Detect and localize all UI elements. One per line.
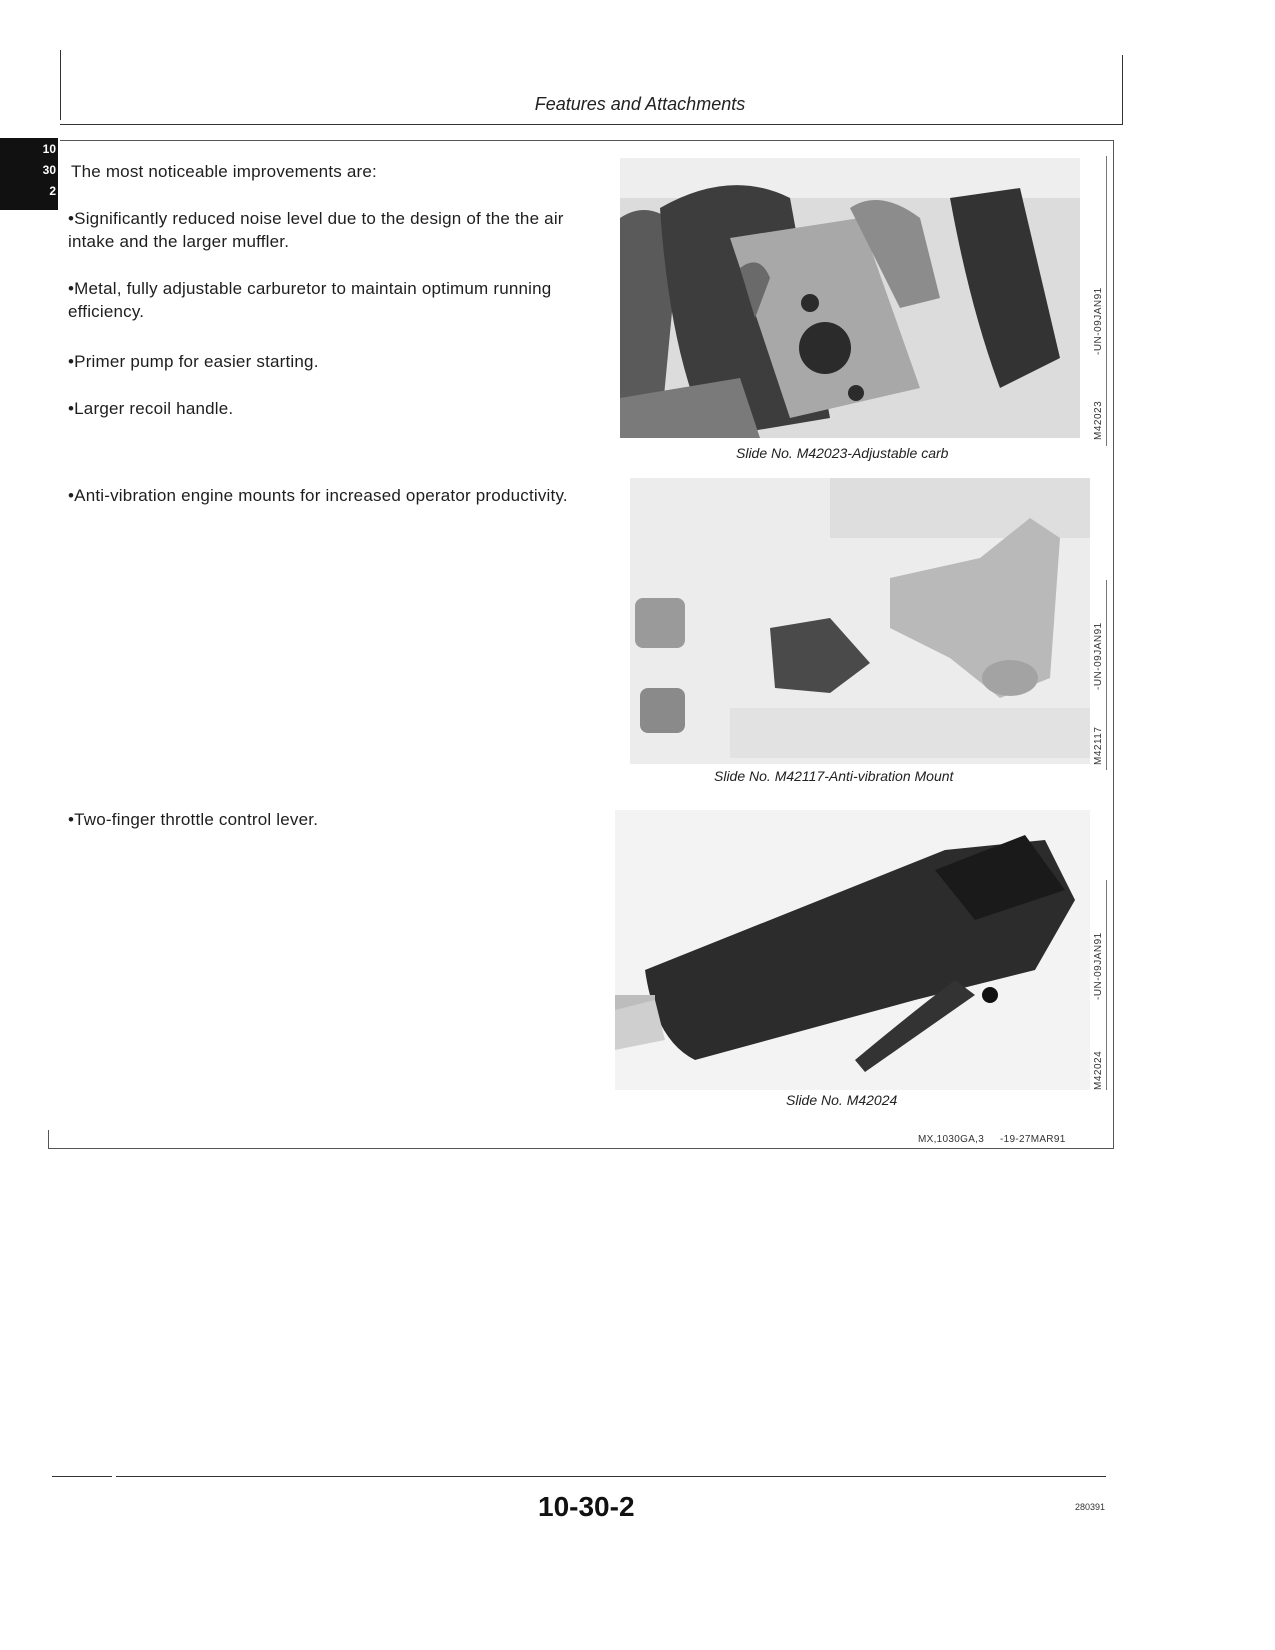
footer-doc-code: MX,1030GA,3 [918, 1134, 985, 1145]
section-tab-line-1: 10 [42, 142, 56, 156]
page-number: 10-30-2 [538, 1491, 635, 1522]
bullet-noise: •Significantly reduced noise level due to the design of the the air intake and the larger muffler. [68, 209, 564, 251]
date-code: 280391 [1075, 1502, 1106, 1512]
bottom-rule-left [52, 1476, 112, 1477]
figure-2-code-left: M42117 [1093, 726, 1104, 765]
page-header-title: Features and Attachments [534, 94, 746, 114]
anti-vibration-mount-photo [630, 478, 1090, 764]
section-tab-line-2: 30 [42, 163, 56, 177]
content-frame-right [1113, 140, 1114, 1148]
section-tab [0, 138, 58, 210]
intro-text: The most noticeable improvements are: [71, 162, 377, 181]
figure-1-caption: Slide No. M42023-Adjustable carb [736, 445, 949, 461]
figure-3-code-left: M42024 [1093, 1050, 1104, 1090]
figure-3-caption: Slide No. M42024 [786, 1092, 898, 1108]
figure-1-code-left: M42023 [1093, 400, 1104, 440]
content-frame-bottom [48, 1148, 1114, 1149]
content-frame-top [60, 140, 1114, 141]
bullet-recoil: •Larger recoil handle. [68, 399, 234, 418]
figure-1-side-rule [1106, 156, 1107, 446]
figure-2-code-right: -UN-09JAN91 [1093, 622, 1104, 690]
footer-doc-date: -19-27MAR91 [1000, 1134, 1066, 1145]
figure-2-side-rule [1106, 580, 1107, 770]
figure-1-code-right: -UN-09JAN91 [1093, 287, 1104, 355]
bullet-throttle: •Two-finger throttle control lever. [68, 810, 319, 829]
margin-mark-left [60, 50, 61, 120]
throttle-lever-photo [615, 810, 1090, 1090]
carburetor-photo [620, 158, 1080, 438]
bottom-rule [116, 1476, 1106, 1477]
figure-3-code-right: -UN-09JAN91 [1093, 932, 1104, 1000]
section-tab-line-3: 2 [49, 184, 56, 198]
bullet-carburetor: •Metal, fully adjustable carburetor to maintain optimum running efficiency. [68, 279, 552, 321]
figure-3-side-rule [1106, 880, 1107, 1090]
bullet-primer: •Primer pump for easier starting. [68, 352, 319, 371]
header-rule [60, 124, 1122, 125]
margin-mark-right [1122, 55, 1123, 125]
bullet-anti-vibration: •Anti-vibration engine mounts for increased operator productivity. [68, 486, 568, 505]
figure-2-caption: Slide No. M42117-Anti-vibration Mount [714, 768, 954, 784]
content-frame-corner [48, 1130, 49, 1148]
